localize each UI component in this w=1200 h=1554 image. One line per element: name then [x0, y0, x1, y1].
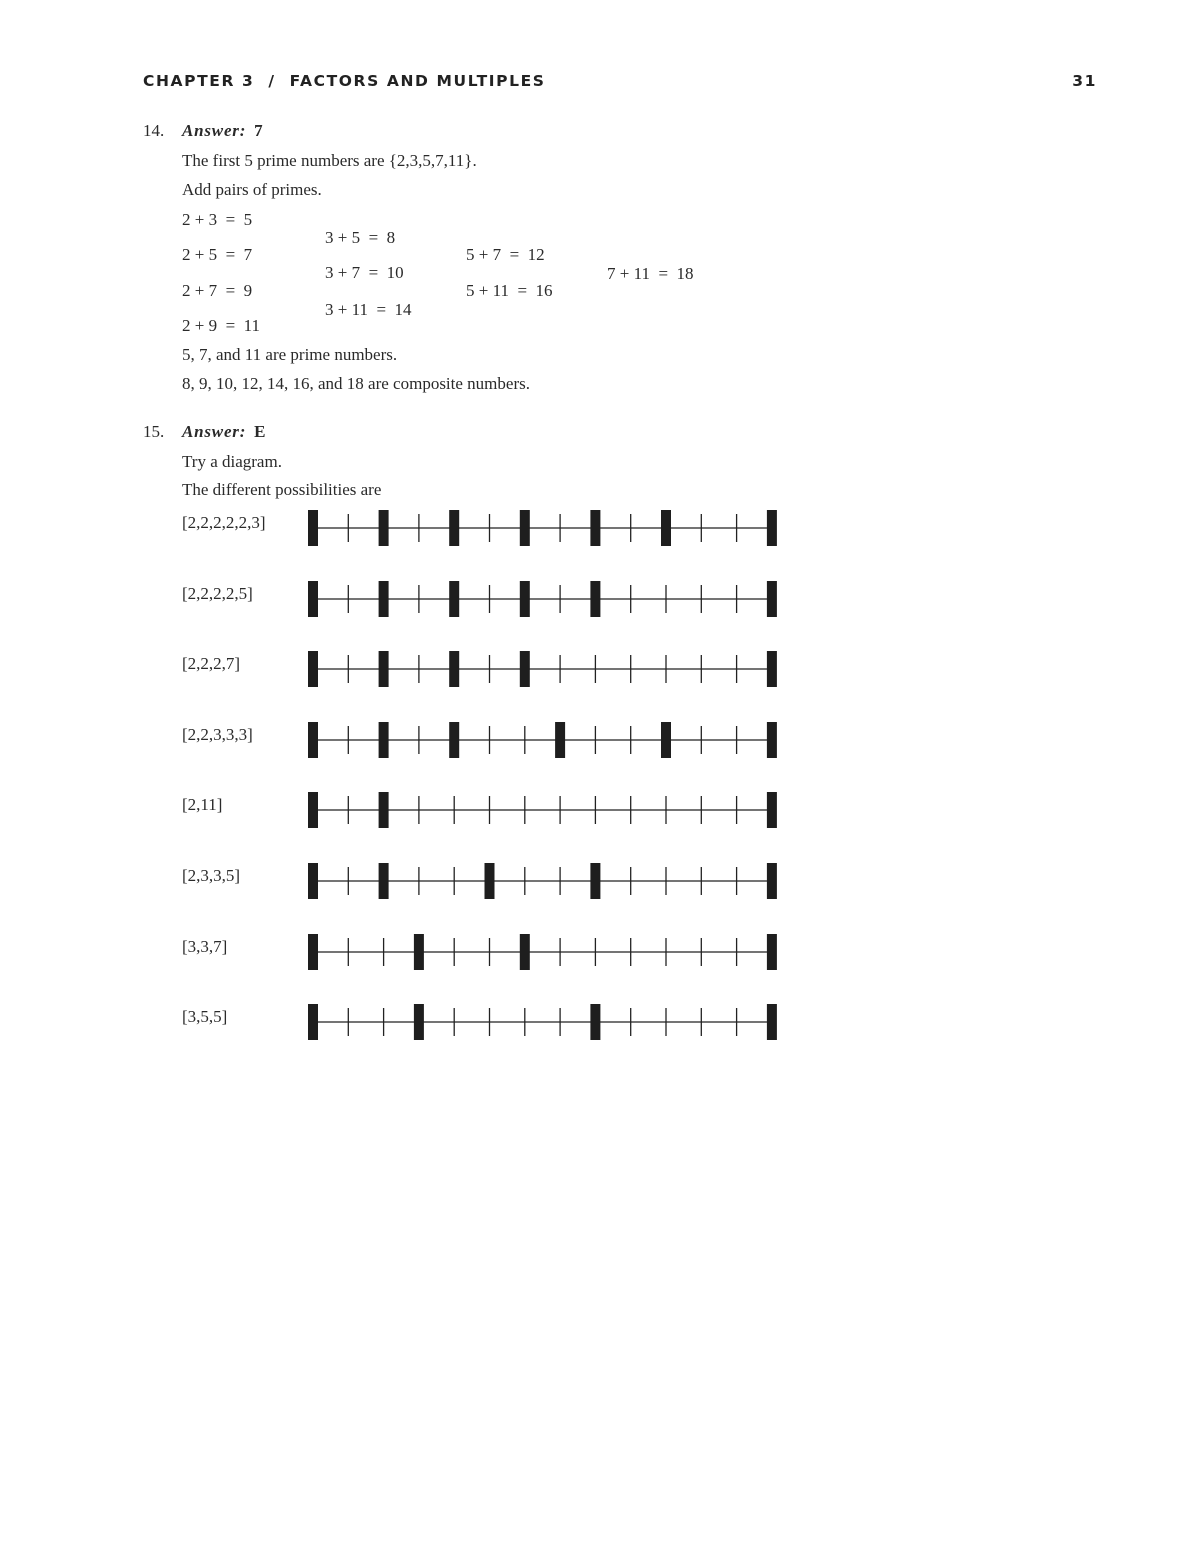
partition-cut — [767, 581, 777, 617]
partition-cut — [449, 510, 459, 546]
partition-cut — [379, 510, 389, 546]
partition-cut — [555, 722, 565, 758]
sum-3-7: 3 + 7 = 10 — [325, 263, 404, 282]
partition-cut — [590, 1004, 600, 1040]
partition-cut — [308, 510, 318, 546]
partition-cut — [308, 934, 318, 970]
partition-bar — [306, 790, 781, 830]
partition-cut — [661, 722, 671, 758]
partition-cut — [308, 722, 318, 758]
possibility-label: [3,5,5] — [182, 1007, 228, 1027]
answer-label: Answer: — [182, 422, 247, 441]
partition-cut — [308, 863, 318, 899]
partition-cut — [414, 934, 424, 970]
problem-15-line1: Try a diagram. — [182, 452, 282, 471]
partition-cut — [379, 792, 389, 828]
partition-cut — [661, 510, 671, 546]
possibility-label: [2,2,2,2,2,3] — [182, 513, 266, 532]
chapter-title: CHAPTER 3 / FACTORS AND MULTIPLES — [143, 72, 546, 90]
partition-bar — [306, 720, 781, 760]
partition-cut — [767, 1004, 777, 1040]
partition-cut — [520, 651, 530, 687]
possibility-label: [3,3,7] — [182, 936, 228, 956]
partition-bar — [306, 508, 781, 548]
running-header — [143, 72, 1097, 96]
answer-value: 7 — [254, 121, 263, 140]
partition-cut — [449, 722, 459, 758]
problem-14-line2: Add pairs of primes. — [182, 180, 322, 199]
partition-cut — [379, 863, 389, 899]
partition-cut — [520, 581, 530, 617]
sum-2-5: 2 + 5 = 7 — [182, 245, 253, 264]
partition-cut — [308, 581, 318, 617]
problem-14-answer — [182, 121, 263, 141]
partition-bar — [306, 1002, 781, 1042]
partition-cut — [767, 792, 777, 828]
sum-3-5: 3 + 5 = 8 — [325, 228, 396, 247]
partition-cut — [767, 722, 777, 758]
partition-bar — [306, 649, 781, 689]
sum-2-9: 2 + 9 = 11 — [182, 316, 261, 335]
partition-cut — [767, 863, 777, 899]
partition-cut — [590, 863, 600, 899]
partition-cut — [379, 651, 389, 687]
problem-14-conclusion2: 8, 9, 10, 12, 14, 16, and 18 are composite numbers. — [182, 374, 530, 393]
problem-15-answer — [182, 422, 266, 442]
sum-5-11: 5 + 11 = 16 — [466, 281, 553, 300]
partition-cut — [767, 510, 777, 546]
sum-7-11: 7 + 11 = 18 — [607, 264, 694, 283]
page-number: 31 — [1072, 72, 1097, 90]
problem-14-conclusion1: 5, 7, and 11 are prime numbers. — [182, 345, 398, 364]
partition-cut — [767, 934, 777, 970]
partition-cut — [308, 651, 318, 687]
problem-14-line1: The first 5 prime numbers are {2,3,5,7,11}. — [182, 151, 477, 170]
sum-5-7: 5 + 7 = 12 — [466, 245, 545, 264]
answer-value: E — [254, 422, 266, 441]
sum-2-7: 2 + 7 = 9 — [182, 281, 253, 300]
partition-bar — [306, 861, 781, 901]
possibility-label: [2,2,2,7] — [182, 654, 241, 674]
sum-2-3: 2 + 3 = 5 — [182, 210, 253, 229]
problem-14-number: 14. — [143, 121, 165, 140]
partition-cut — [308, 1004, 318, 1040]
partition-cut — [590, 581, 600, 617]
partition-bar — [306, 579, 781, 619]
partition-cut — [449, 651, 459, 687]
partition-cut — [520, 510, 530, 546]
problem-15-number: 15. — [143, 422, 165, 441]
sum-3-11: 3 + 11 = 14 — [325, 300, 412, 319]
partition-cut — [767, 651, 777, 687]
possibility-label: [2,2,2,2,5] — [182, 583, 253, 603]
partition-cut — [590, 510, 600, 546]
partition-cut — [485, 863, 495, 899]
partition-cut — [379, 722, 389, 758]
partition-bar — [306, 932, 781, 972]
partition-cut — [520, 934, 530, 970]
problem-15-line2: The different possibilities are — [182, 480, 382, 499]
possibility-label: [2,3,3,5] — [182, 866, 241, 885]
partition-cut — [308, 792, 318, 828]
partition-cut — [449, 581, 459, 617]
answer-label: Answer: — [182, 121, 247, 140]
possibility-label: [2,2,3,3,3] — [182, 724, 253, 744]
possibility-label: [2,11] — [182, 795, 223, 815]
partition-cut — [414, 1004, 424, 1040]
partition-cut — [379, 581, 389, 617]
